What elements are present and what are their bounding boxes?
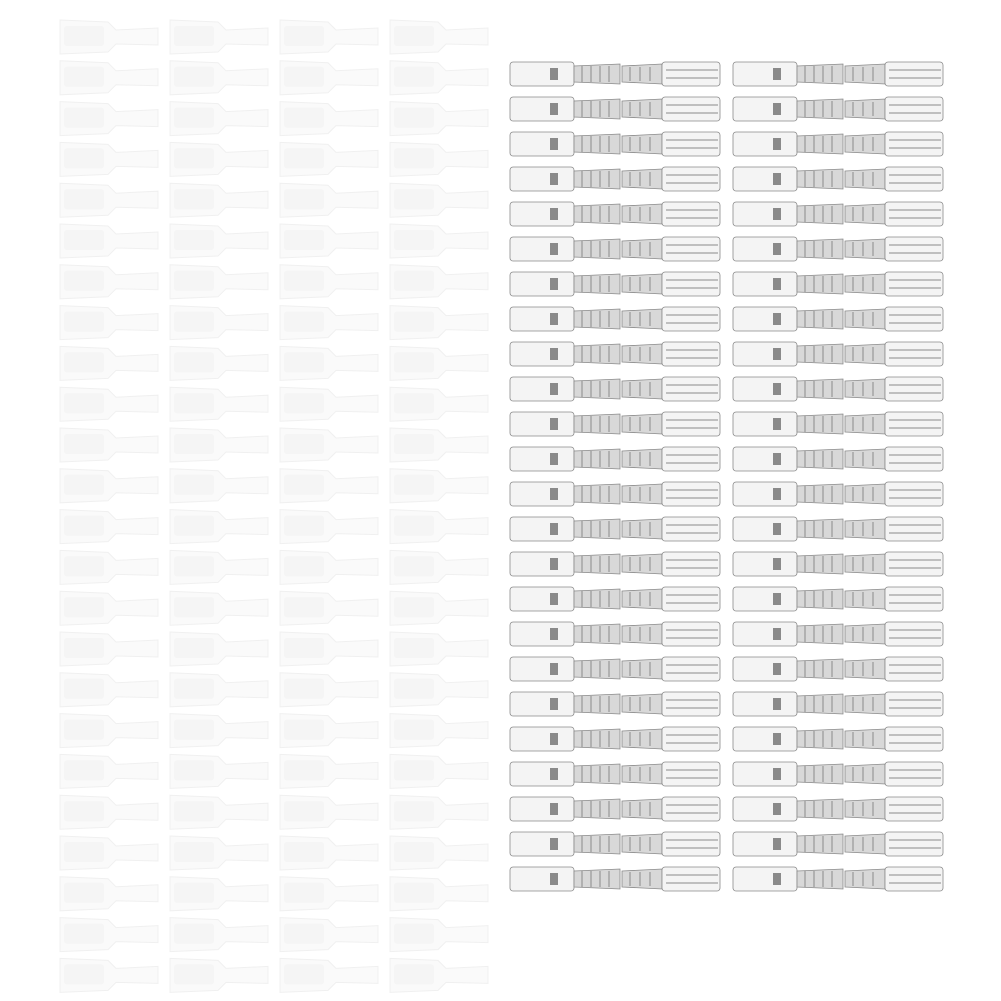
insulating-sleeve xyxy=(170,836,268,870)
male-terminal xyxy=(510,167,620,191)
insulating-sleeve xyxy=(390,469,488,503)
female-terminal xyxy=(622,132,720,156)
insulating-sleeve xyxy=(170,265,268,299)
female-terminal xyxy=(622,762,720,786)
female-terminal xyxy=(845,97,943,121)
insulating-sleeve xyxy=(280,836,378,870)
female-terminal xyxy=(622,657,720,681)
insulating-sleeve xyxy=(280,428,378,462)
female-terminal xyxy=(622,307,720,331)
female-terminal xyxy=(622,797,720,821)
female-terminal xyxy=(845,342,943,366)
insulating-sleeve xyxy=(60,306,158,340)
insulating-sleeve xyxy=(60,224,158,258)
insulating-sleeve xyxy=(170,795,268,829)
female-terminal xyxy=(845,797,943,821)
male-terminal xyxy=(733,762,843,786)
male-terminal xyxy=(733,412,843,436)
insulating-sleeve xyxy=(170,306,268,340)
insulating-sleeve xyxy=(280,550,378,584)
female-terminal xyxy=(845,272,943,296)
female-terminal xyxy=(622,482,720,506)
insulating-sleeve xyxy=(280,61,378,95)
insulating-sleeve xyxy=(390,428,488,462)
insulating-sleeve xyxy=(60,387,158,421)
insulating-sleeve xyxy=(170,61,268,95)
insulating-sleeve xyxy=(170,550,268,584)
male-terminal xyxy=(510,832,620,856)
insulating-sleeve xyxy=(170,387,268,421)
male-terminal xyxy=(510,482,620,506)
insulating-sleeve xyxy=(280,387,378,421)
insulating-sleeve xyxy=(170,754,268,788)
female-terminal xyxy=(845,307,943,331)
insulating-sleeve xyxy=(280,795,378,829)
female-terminal xyxy=(622,167,720,191)
insulating-sleeve xyxy=(280,142,378,176)
male-terminal xyxy=(510,237,620,261)
insulating-sleeve xyxy=(280,918,378,952)
insulating-sleeve xyxy=(280,591,378,625)
insulating-sleeve xyxy=(280,632,378,666)
insulating-sleeve xyxy=(390,836,488,870)
insulating-sleeve xyxy=(280,469,378,503)
male-terminal xyxy=(510,307,620,331)
female-terminal xyxy=(845,132,943,156)
insulating-sleeve xyxy=(60,714,158,748)
male-terminal xyxy=(733,237,843,261)
insulating-sleeve xyxy=(390,387,488,421)
female-terminal xyxy=(622,202,720,226)
insulating-sleeve xyxy=(390,102,488,136)
insulating-sleeve xyxy=(390,754,488,788)
male-terminal xyxy=(733,342,843,366)
male-terminal xyxy=(510,377,620,401)
female-terminal xyxy=(845,692,943,716)
male-terminal xyxy=(510,762,620,786)
insulating-sleeve xyxy=(60,958,158,992)
insulating-sleeve xyxy=(280,714,378,748)
insulating-sleeve xyxy=(280,306,378,340)
insulating-sleeve xyxy=(170,632,268,666)
insulating-sleeve xyxy=(60,877,158,911)
insulating-sleeve xyxy=(170,673,268,707)
female-terminal xyxy=(622,692,720,716)
female-terminal xyxy=(622,832,720,856)
female-terminal xyxy=(622,517,720,541)
male-terminal xyxy=(733,272,843,296)
male-terminal xyxy=(733,797,843,821)
male-terminal xyxy=(510,272,620,296)
male-terminal xyxy=(510,622,620,646)
insulating-sleeve xyxy=(170,591,268,625)
male-terminal xyxy=(733,97,843,121)
insulating-sleeve xyxy=(390,224,488,258)
male-terminal xyxy=(510,447,620,471)
male-terminal xyxy=(733,307,843,331)
insulating-sleeve xyxy=(60,142,158,176)
insulating-sleeve xyxy=(280,224,378,258)
male-terminal xyxy=(510,412,620,436)
female-terminal xyxy=(845,377,943,401)
male-terminal xyxy=(733,692,843,716)
female-terminal xyxy=(845,62,943,86)
insulating-sleeve xyxy=(170,20,268,54)
insulating-sleeve xyxy=(390,591,488,625)
male-terminal xyxy=(733,867,843,891)
male-terminal xyxy=(733,447,843,471)
insulating-sleeve xyxy=(60,510,158,544)
insulating-sleeve xyxy=(390,510,488,544)
female-terminal xyxy=(845,727,943,751)
insulating-sleeve xyxy=(390,877,488,911)
male-terminal xyxy=(733,517,843,541)
female-terminal xyxy=(845,167,943,191)
female-terminal xyxy=(622,587,720,611)
male-terminal xyxy=(510,97,620,121)
female-terminal xyxy=(845,237,943,261)
insulating-sleeve xyxy=(390,183,488,217)
male-terminal xyxy=(510,867,620,891)
male-terminal xyxy=(510,797,620,821)
male-terminal xyxy=(733,832,843,856)
male-terminal xyxy=(510,552,620,576)
female-terminal xyxy=(622,622,720,646)
insulating-sleeve xyxy=(390,142,488,176)
male-terminal xyxy=(510,727,620,751)
insulating-sleeve xyxy=(60,346,158,380)
female-terminal xyxy=(845,517,943,541)
insulating-sleeve xyxy=(390,673,488,707)
male-terminal xyxy=(510,657,620,681)
insulating-sleeve xyxy=(390,714,488,748)
male-terminal xyxy=(733,482,843,506)
insulating-sleeve xyxy=(170,224,268,258)
insulating-sleeve xyxy=(170,469,268,503)
insulating-sleeve xyxy=(280,877,378,911)
insulating-sleeve xyxy=(170,918,268,952)
female-terminal xyxy=(845,867,943,891)
female-terminal xyxy=(622,727,720,751)
female-terminal xyxy=(622,62,720,86)
crimp-terminals-group xyxy=(510,62,943,891)
male-terminal xyxy=(733,202,843,226)
insulating-sleeve xyxy=(60,673,158,707)
insulating-sleeve xyxy=(280,958,378,992)
insulating-sleeve xyxy=(390,795,488,829)
female-terminal xyxy=(622,342,720,366)
male-terminal xyxy=(733,657,843,681)
insulating-sleeve xyxy=(60,265,158,299)
insulating-sleeve xyxy=(390,550,488,584)
female-terminal xyxy=(845,447,943,471)
male-terminal xyxy=(510,692,620,716)
insulating-sleeve xyxy=(390,20,488,54)
male-terminal xyxy=(510,342,620,366)
insulating-sleeve xyxy=(60,550,158,584)
insulating-sleeve xyxy=(170,142,268,176)
female-terminal xyxy=(622,377,720,401)
female-terminal xyxy=(845,587,943,611)
female-terminal xyxy=(845,412,943,436)
male-terminal xyxy=(733,132,843,156)
male-terminal xyxy=(510,587,620,611)
insulating-sleeve xyxy=(60,183,158,217)
insulating-sleeve xyxy=(280,20,378,54)
insulating-sleeve xyxy=(390,346,488,380)
insulating-sleeve xyxy=(390,265,488,299)
insulating-sleeve xyxy=(170,958,268,992)
insulating-sleeve xyxy=(280,102,378,136)
insulating-sleeve xyxy=(280,510,378,544)
insulating-sleeve xyxy=(60,632,158,666)
insulating-sleeve xyxy=(170,428,268,462)
insulating-sleeve xyxy=(60,836,158,870)
female-terminal xyxy=(845,762,943,786)
female-terminal xyxy=(622,272,720,296)
female-terminal xyxy=(622,447,720,471)
insulating-sleeve xyxy=(280,346,378,380)
male-terminal xyxy=(510,62,620,86)
insulating-sleeve xyxy=(60,102,158,136)
female-terminal xyxy=(622,97,720,121)
male-terminal xyxy=(733,62,843,86)
male-terminal xyxy=(510,202,620,226)
insulating-sleeve xyxy=(280,754,378,788)
insulating-sleeve xyxy=(60,795,158,829)
insulating-sleeve xyxy=(390,632,488,666)
insulating-sleeve xyxy=(280,265,378,299)
female-terminal xyxy=(845,832,943,856)
insulating-sleeve xyxy=(60,918,158,952)
female-terminal xyxy=(845,202,943,226)
male-terminal xyxy=(510,132,620,156)
female-terminal xyxy=(845,657,943,681)
female-terminal xyxy=(622,552,720,576)
female-terminal xyxy=(622,867,720,891)
female-terminal xyxy=(622,412,720,436)
insulating-sleeve xyxy=(280,673,378,707)
insulating-sleeve xyxy=(60,469,158,503)
insulating-sleeve xyxy=(60,591,158,625)
insulating-sleeve xyxy=(60,20,158,54)
insulating-sleeve xyxy=(170,346,268,380)
male-terminal xyxy=(733,727,843,751)
insulating-sleeve xyxy=(170,877,268,911)
insulating-sleeves-group xyxy=(60,20,488,992)
insulating-sleeve xyxy=(170,714,268,748)
female-terminal xyxy=(845,622,943,646)
insulating-sleeve xyxy=(390,958,488,992)
insulating-sleeve xyxy=(60,428,158,462)
insulating-sleeve xyxy=(390,918,488,952)
female-terminal xyxy=(845,552,943,576)
male-terminal xyxy=(733,552,843,576)
male-terminal xyxy=(733,587,843,611)
insulating-sleeve xyxy=(60,754,158,788)
insulating-sleeve xyxy=(170,510,268,544)
female-terminal xyxy=(845,482,943,506)
insulating-sleeve xyxy=(170,183,268,217)
male-terminal xyxy=(733,377,843,401)
insulating-sleeve xyxy=(390,61,488,95)
insulating-sleeve xyxy=(280,183,378,217)
insulating-sleeve xyxy=(60,61,158,95)
male-terminal xyxy=(733,167,843,191)
male-terminal xyxy=(733,622,843,646)
insulating-sleeve xyxy=(170,102,268,136)
female-terminal xyxy=(622,237,720,261)
male-terminal xyxy=(510,517,620,541)
insulating-sleeve xyxy=(390,306,488,340)
